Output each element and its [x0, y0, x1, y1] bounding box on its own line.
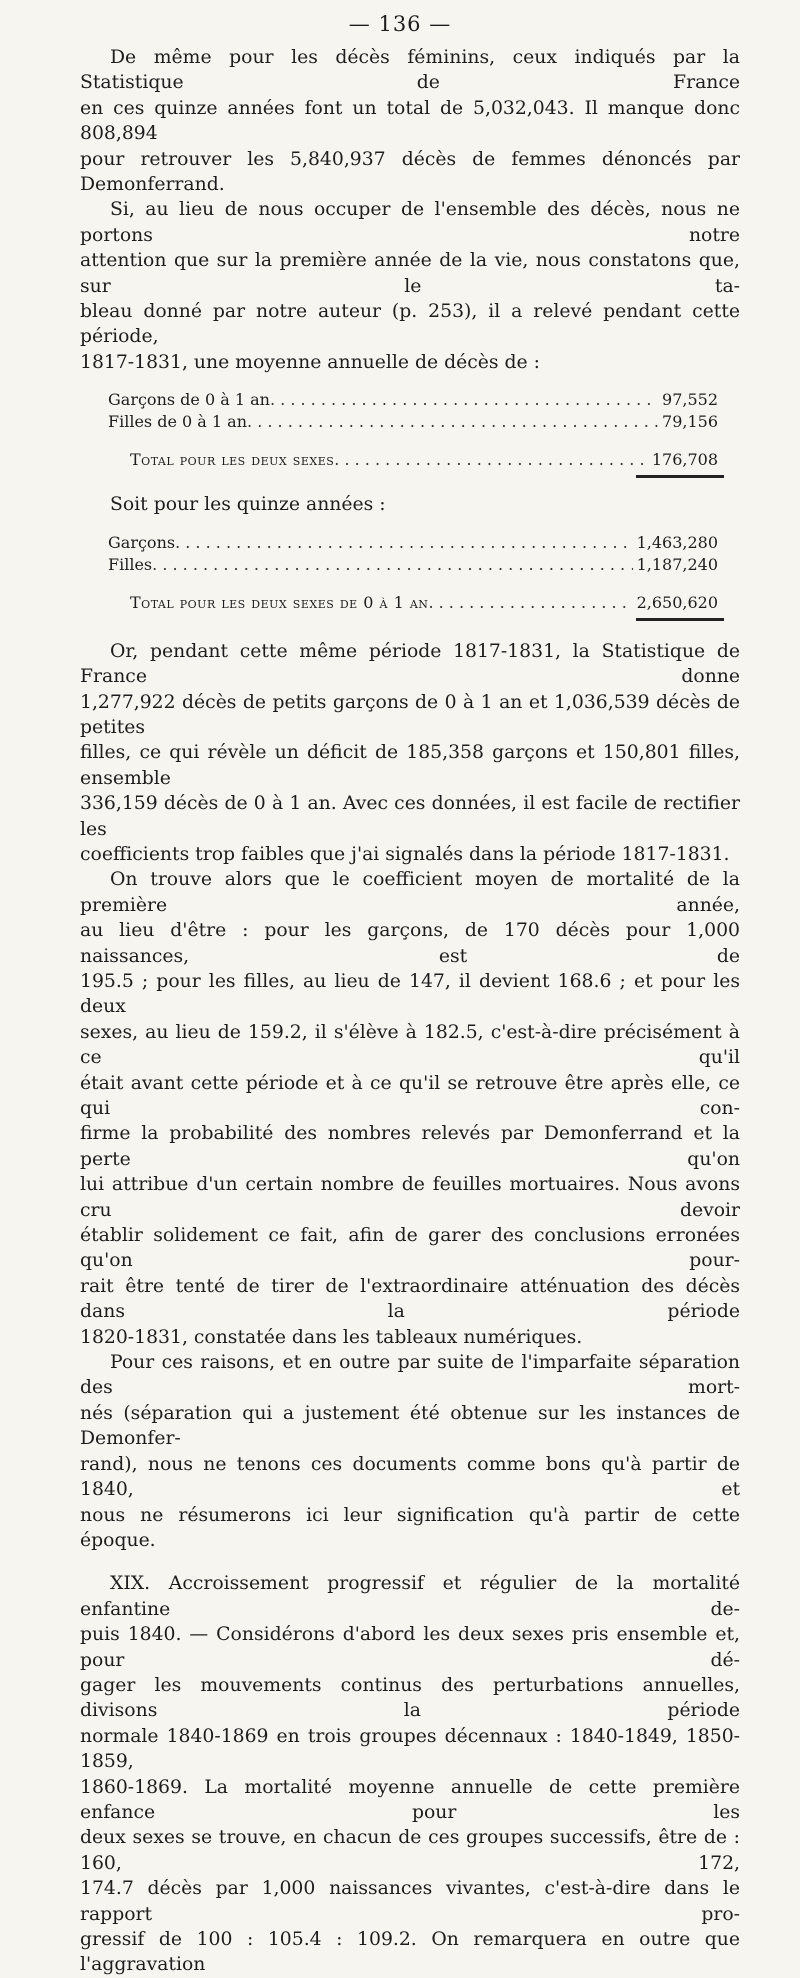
section-heading-continuation [80, 1622, 740, 1673]
row-label: Garçons de 0 à 1 an [108, 390, 270, 410]
paragraph-rectification [80, 639, 740, 1350]
section-xix [80, 1571, 740, 1978]
row-value: 1,187,240 [636, 554, 718, 574]
row-value: 79,156 [662, 412, 718, 432]
text-line: 1,277,922 décès de petits garçons de 0 à 1 an et 1,036,539 décès de petites [80, 691, 740, 738]
text-line: deux sexes se trouve, en chacun de ces groupes successifs, être de : 160, 172, [80, 1827, 740, 1874]
leader-dots [152, 554, 632, 576]
leader-dots [270, 389, 658, 411]
text-line: rait être tenté de tirer de l'extraordinaire atténuation des décès dans la période [80, 1275, 740, 1323]
text-line: nous ne résumerons ici leur signification qu'à partir de cette époque. [80, 1504, 740, 1551]
text-line: Pour ces raisons, et en outre par suite de l'imparfaite séparation des mort- [80, 1352, 740, 1399]
section-heading-end: puis 1840. [80, 1624, 182, 1646]
table-row [108, 554, 718, 576]
leader-dots [334, 449, 648, 471]
row-label: Garçons [108, 532, 176, 552]
text-line: en ces quinze années font un total de 5,032,043. Il manque donc 808,894 [80, 97, 740, 145]
table-row [108, 532, 718, 554]
total-value: 2,650,620 [636, 592, 718, 612]
text-block [80, 45, 740, 1978]
row-value: 1,463,280 [636, 532, 718, 552]
text-line: 1817-1831, une moyenne annuelle de décès de : [80, 351, 540, 373]
row-label: Filles de 0 à 1 an [108, 412, 248, 432]
table-total-row [130, 592, 718, 614]
row-label: Filles [108, 554, 153, 574]
text-line: au lieu d'être : pour les garçons, de 170 décès pour 1,000 naissances, est de [80, 920, 740, 967]
text-line: 336,159 décès de 0 à 1 an. Avec ces données, il est facile de rectifier les [80, 793, 740, 840]
text-line: était avant cette période et à ce qu'il se retrouve être après elle, ce qui con- [80, 1072, 740, 1119]
text-line: 1820-1831, constatée dans les tableaux numériques. [80, 1326, 583, 1348]
between-text: Soit pour les quinze années : [110, 494, 386, 516]
text-line: établir solidement ce fait, afin de garer des conclusions erronées qu'on pour- [80, 1225, 740, 1272]
total-value: 176,708 [651, 450, 718, 470]
text-line: 1860-1869. La mortalité moyenne annuelle de cette première enfance pour les [80, 1776, 740, 1823]
leader-dots [428, 592, 632, 614]
leader-dots [175, 532, 632, 554]
section-text: — Considérons d'abord les deux sexes pris ensemble et, pour dé- [80, 1624, 740, 1671]
text-line: attention que sur la première année de la vie, nous constatons que, sur le ta- [80, 250, 740, 297]
total-label: Total pour les deux sexes [130, 450, 335, 470]
text-line: On trouve alors que le coefficient moyen de mortalité de la première année, [80, 869, 740, 916]
text-line: sexes, au lieu de 159.2, il s'élève à 182.5, c'est-à-dire précisément à ce qu'il [80, 1021, 740, 1069]
deaths-table-fifteen-years [108, 532, 718, 621]
text-line: De même pour les décès féminins, ceux indiqués par la Statistique de France [80, 47, 740, 94]
deaths-table-annual [108, 389, 718, 478]
text-line: 174.7 décès par 1,000 naissances vivantes, c'est-à-dire dans le rapport pro- [80, 1878, 740, 1925]
text-line: coefficients trop faibles que j'ai signalés dans la période 1817-1831. [80, 843, 730, 865]
text-line: pour retrouver les 5,840,937 décès de femmes dénoncés par Demonferrand. [80, 148, 740, 196]
intro-paragraph [80, 45, 740, 375]
total-rule [636, 475, 724, 478]
text-line: rand), nous ne tenons ces documents comme bons qu'à partir de 1840, et [80, 1453, 740, 1501]
section-heading: XIX. Accroissement progressif et régulier de la mortalité enfantine de- [80, 1573, 740, 1620]
row-value: 97,552 [662, 390, 718, 410]
table-total-row [130, 449, 718, 471]
total-label: Total pour les deux sexes de 0 à 1 an [130, 592, 429, 612]
table-row [108, 389, 718, 411]
text-line: filles, ce qui révèle un déficit de 185,358 garçons et 150,801 filles, ensemble [80, 742, 740, 789]
table-row [108, 411, 718, 433]
text-line: bleau donné par notre auteur (p. 253), il a relevé pendant cette période, [80, 301, 740, 348]
page-number: — 136 — [348, 12, 452, 36]
text-line: gressif de 100 : 105.4 : 109.2. On remarquera en outre que l'aggravation [80, 1929, 740, 1976]
paragraph-reasons [80, 1350, 740, 1553]
text-line: nés (séparation qui a justement été obtenue sur les instances de Demonfer- [80, 1402, 740, 1450]
text-line: Si, au lieu de nous occuper de l'ensemble des décès, nous ne portons notre [80, 199, 740, 246]
text-line: 195.5 ; pour les filles, au lieu de 147, il devient 168.6 ; et pour les deux [80, 970, 740, 1018]
total-rule [636, 618, 724, 621]
text-line: Or, pendant cette même période 1817-1831, la Statistique de France donne [80, 640, 740, 688]
text-line: normale 1840-1869 en trois groupes décennaux : 1840-1849, 1850-1859, [80, 1725, 740, 1773]
text-line: lui attribue d'un certain nombre de feuilles mortuaires. Nous avons cru devoir [80, 1174, 740, 1221]
leader-dots [247, 411, 658, 433]
text-line: gager les mouvements continus des perturbations annuelles, divisons la période [80, 1674, 740, 1722]
text-line: firme la probabilité des nombres relevés par Demonferrand et la perte qu'on [80, 1123, 740, 1170]
